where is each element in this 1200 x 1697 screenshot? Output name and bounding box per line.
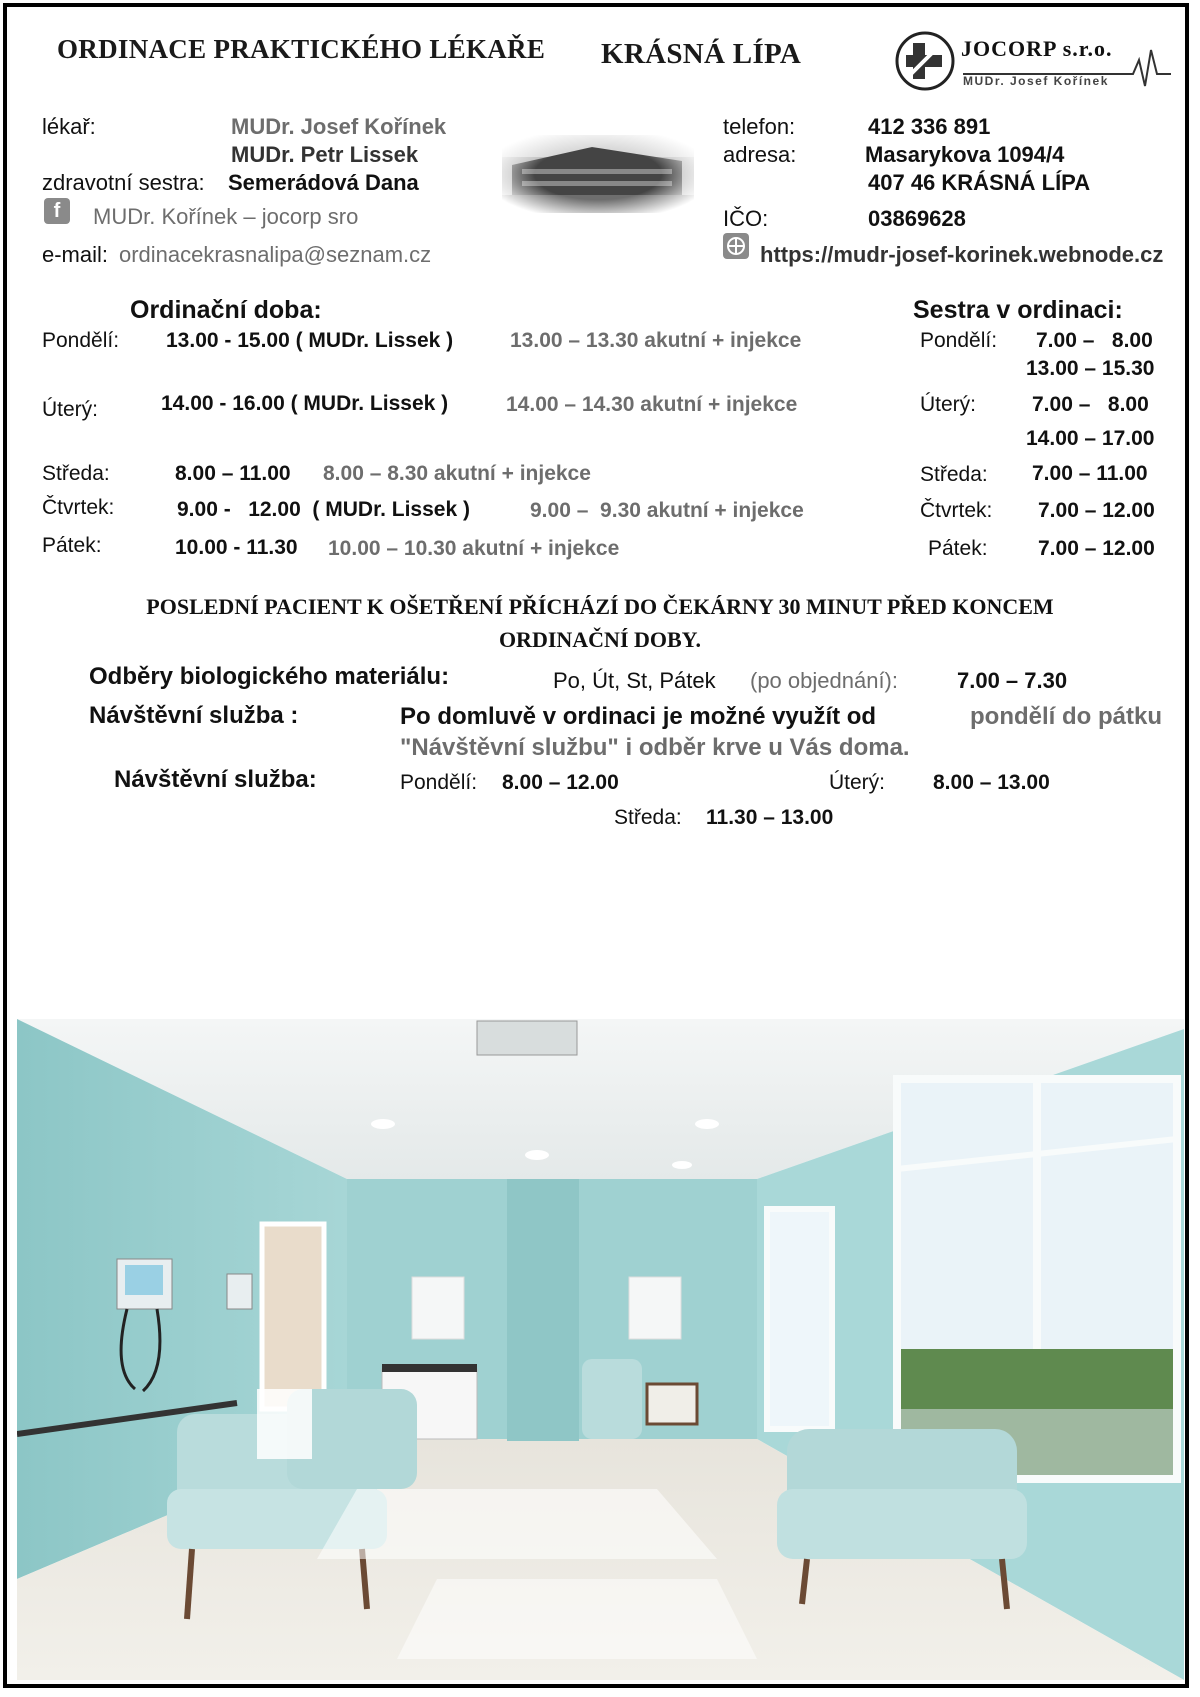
hours-acute-monday: 13.00 – 13.30 akutní + injekce: [510, 329, 802, 352]
hours-time-friday: 10.00 - 11.30: [175, 536, 298, 559]
email-link[interactable]: ordinacekrasnalipa@seznam.cz: [119, 242, 432, 267]
hours-time-wednesday: 8.00 – 11.00: [175, 462, 291, 485]
hours-time-thursday: 9.00 - 12.00 ( MUDr. Lissek ): [177, 498, 470, 521]
nurse-time-wednesday: 7.00 – 11.00: [1032, 462, 1148, 485]
nurse-time-thursday: 7.00 – 12.00: [1038, 499, 1155, 522]
visit-label: Návštěvní služba :: [89, 702, 299, 729]
notice-line-2: ORDINAČNÍ DOBY.: [498, 627, 702, 652]
nurse-day-tuesday: Úterý:: [920, 393, 977, 416]
hours-day-friday: Pátek:: [42, 534, 102, 557]
clinic-title: ORDINACE PRAKTICKÉHO LÉKAŘE: [57, 34, 546, 64]
phone-label: telefon:: [723, 114, 796, 139]
nurse-time-friday: 7.00 – 12.00: [1038, 537, 1155, 560]
visit-time-tuesday: 8.00 – 13.00: [933, 771, 1050, 794]
town-title: KRÁSNÁ LÍPA: [601, 38, 802, 70]
nurse-hours-heading: Sestra v ordinaci:: [913, 296, 1123, 324]
samples-time: 7.00 – 7.30: [957, 668, 1068, 693]
hours-time-monday: 13.00 - 15.00 ( MUDr. Lissek ): [166, 329, 454, 352]
email-label: e-mail:: [42, 242, 109, 267]
samples-note: (po objednání):: [750, 668, 898, 693]
visit-text-2: "Návštěvní službu" i odběr krve u Vás doma.: [400, 734, 910, 761]
logo-name: JOCORP s.r.o.: [961, 36, 1113, 61]
jocorp-logo: [893, 30, 1173, 92]
visit-text-1-days: pondělí do pátku: [970, 703, 1162, 730]
facebook-link[interactable]: MUDr. Kořínek – jocorp sro: [93, 204, 359, 229]
hours-day-wednesday: Středa:: [42, 462, 110, 485]
samples-days: Po, Út, St, Pátek: [553, 668, 716, 693]
doctor-label: lékař:: [42, 114, 96, 139]
ico-number: 03869628: [868, 206, 966, 231]
building-image-icon: [502, 135, 694, 213]
facebook-icon[interactable]: f: [44, 198, 70, 224]
visit-text-1: Po domluvě v ordinaci je možné využít od: [400, 703, 877, 730]
visit-day-tuesday: Úterý:: [829, 771, 886, 794]
nurse-time-tuesday-2: 14.00 – 17.00: [1026, 427, 1155, 450]
hours-heading: Ordinační doba:: [130, 296, 322, 324]
waiting-room-image-icon: [17, 1019, 1184, 1680]
visit-day-wednesday: Středa:: [614, 806, 682, 829]
visit-time-monday: 8.00 – 12.00: [502, 771, 619, 794]
samples-label: Odběry biologického materiálu:: [89, 663, 450, 690]
address-city: 407 46 KRÁSNÁ LÍPA: [868, 170, 1091, 195]
nurse-name: Semerádová Dana: [228, 170, 419, 195]
waiting-room-illustration: [17, 1019, 1184, 1680]
hours-day-tuesday: Úterý:: [42, 398, 99, 421]
address-label: adresa:: [723, 142, 797, 167]
hours-day-monday: Pondělí:: [42, 329, 120, 352]
hours-acute-wednesday: 8.00 – 8.30 akutní + injekce: [323, 462, 591, 485]
hours-acute-tuesday: 14.00 – 14.30 akutní + injekce: [506, 393, 798, 416]
web-globe-icon: [723, 233, 749, 264]
doctor-1: MUDr. Josef Kořínek: [231, 114, 447, 139]
visit-day-monday: Pondělí:: [400, 771, 478, 794]
web-link[interactable]: https://mudr-josef-korinek.webnode.cz: [760, 242, 1164, 267]
nurse-day-monday: Pondělí:: [920, 329, 998, 352]
logo-subtitle: MUDr. Josef Kořínek: [963, 74, 1109, 88]
nurse-time-monday-2: 13.00 – 15.30: [1026, 357, 1155, 380]
nurse-time-tuesday-1: 7.00 – 8.00: [1032, 393, 1149, 416]
ico-label: IČO:: [723, 206, 769, 231]
hours-acute-friday: 10.00 – 10.30 akutní + injekce: [328, 537, 620, 560]
address-street: Masarykova 1094/4: [865, 142, 1065, 167]
visit-time-wednesday: 11.30 – 13.00: [706, 806, 834, 829]
clinic-building-photo: [502, 135, 694, 213]
nurse-day-thursday: Čtvrtek:: [920, 499, 993, 522]
notice-line-1: POSLEDNÍ PACIENT K OŠETŘENÍ PŘÍCHÁZÍ DO ČEKÁRNY 30 MINUT PŘED KONCEM: [146, 594, 1054, 619]
nurse-label: zdravotní sestra:: [42, 170, 205, 195]
hours-acute-thursday: 9.00 – 9.30 akutní + injekce: [530, 499, 804, 522]
doctor-2: MUDr. Petr Lissek: [231, 142, 419, 167]
hours-time-tuesday: 14.00 - 16.00 ( MUDr. Lissek ): [161, 392, 449, 415]
nurse-time-monday-1: 7.00 – 8.00: [1036, 329, 1153, 352]
nurse-day-wednesday: Středa:: [920, 463, 988, 486]
hours-day-thursday: Čtvrtek:: [42, 496, 115, 519]
visit-label-2: Návštěvní služba:: [114, 766, 317, 793]
nurse-day-friday: Pátek:: [928, 537, 988, 560]
phone-number: 412 336 891: [868, 114, 991, 139]
